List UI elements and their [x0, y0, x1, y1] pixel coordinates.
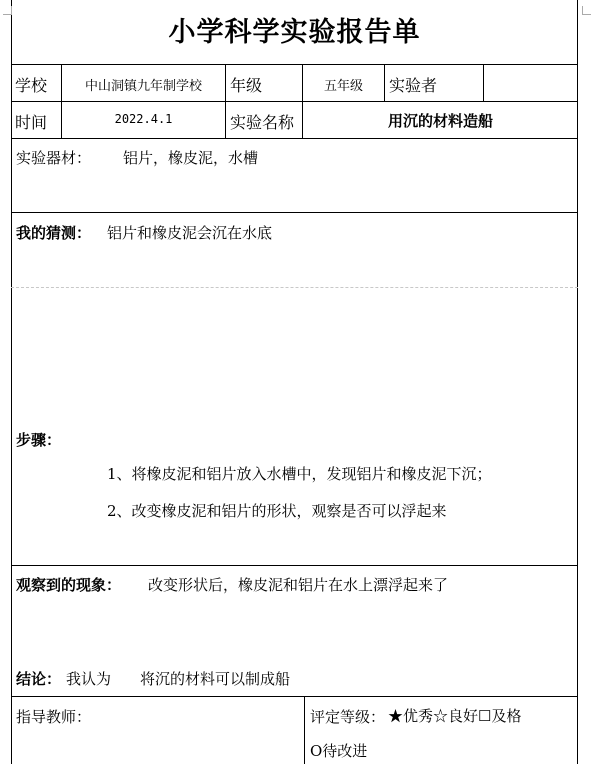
rating-option-improve: O待改进 — [310, 742, 368, 760]
conclusion-label: 结论： — [16, 670, 62, 688]
time-value: 2022.4.1 — [114, 112, 173, 126]
corner-mark — [582, 6, 591, 15]
col-divider — [384, 64, 385, 101]
step-item: 2、改变橡皮泥和铝片的形状，观察是否可以浮起来 — [107, 502, 447, 520]
row-divider — [11, 138, 578, 139]
teacher-label: 指导教师： — [16, 708, 92, 726]
guess-value: 铝片和橡皮泥会沉在水底 — [107, 224, 273, 242]
school-value: 中山洞镇九年制学校 — [84, 79, 202, 94]
conclusion-prefix: 我认为 — [66, 670, 112, 688]
time-label: 时间 — [15, 113, 48, 132]
row-divider — [11, 696, 578, 697]
row-divider — [11, 212, 578, 213]
observation-value: 改变形状后，橡皮泥和铝片在水上漂浮起来了 — [148, 576, 449, 594]
rating-label: 评定等级： — [310, 708, 386, 726]
grade-value: 五年级 — [323, 79, 363, 94]
dashed-divider — [11, 287, 578, 288]
steps-label: 步骤： — [16, 431, 62, 449]
guess-label: 我的猜测： — [16, 224, 92, 242]
equipment-value: 铝片，橡皮泥，水槽 — [123, 149, 259, 167]
row-divider — [11, 101, 578, 102]
rating-options: ★优秀☆良好☐及格 — [388, 707, 522, 725]
col-divider — [483, 64, 484, 101]
row-divider — [11, 64, 578, 65]
col-divider — [304, 696, 305, 764]
row-divider — [11, 565, 578, 566]
observation-label: 观察到的现象： — [16, 576, 122, 594]
page-title: 小学科学实验报告单 — [168, 17, 421, 48]
experimenter-label: 实验者 — [389, 76, 438, 95]
col-divider — [225, 64, 226, 138]
step-item: 1、将橡皮泥和铝片放入水槽中，发现铝片和橡皮泥下沉； — [107, 465, 492, 483]
experiment-name-value: 用沉的材料造船 — [387, 112, 493, 130]
conclusion-value: 将沉的材料可以制成船 — [140, 670, 291, 688]
equipment-label: 实验器材： — [16, 149, 92, 167]
grade-label: 年级 — [230, 76, 263, 95]
experiment-name-label: 实验名称 — [230, 113, 295, 132]
school-label: 学校 — [15, 76, 48, 95]
